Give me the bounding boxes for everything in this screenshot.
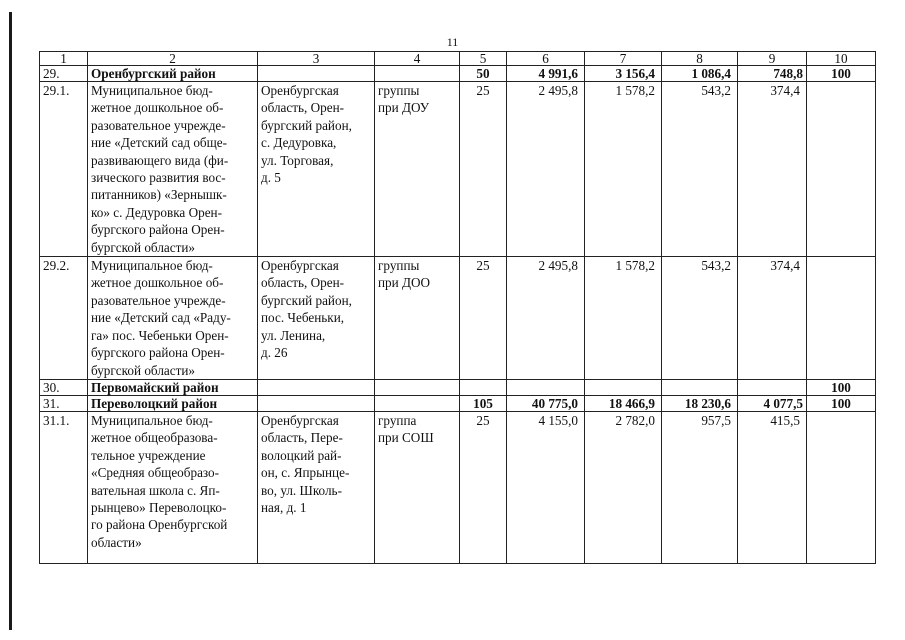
regional-value: 957,5 bbox=[662, 411, 738, 563]
column-header: 6 bbox=[507, 52, 585, 66]
table-row bbox=[40, 257, 876, 380]
total-value: 4 155,0 bbox=[507, 411, 585, 563]
federal-value bbox=[585, 379, 662, 395]
total-value: 2 495,8 bbox=[507, 257, 585, 380]
federal-value: 18 466,9 bbox=[585, 395, 662, 411]
table-row-region bbox=[40, 66, 876, 82]
local-value: 374,4 bbox=[738, 82, 807, 257]
federal-value: 1 578,2 bbox=[585, 257, 662, 380]
institution-name: Муниципальное бюд- жетное общеобразова- тельное учреждение «Средняя общеобразо- вательная школа с. Яп- рынцево» Переволоцко- го района Оренбургской области» bbox=[88, 411, 258, 563]
page-number: 11 bbox=[446, 35, 459, 49]
address-cell: Оренбургская область, Пере- волоцкий рай- он, с. Япрынце- во, ул. Школь- ная, д. 1 bbox=[258, 411, 375, 563]
institution-name: Муниципальное бюд- жетное дошкольное об- разовательное учрежде- ние «Детский сад обще- развивающего вида (фи- зического развития вос- питанников) «Зернышк- ко» с. Дедуровка Орен- бургского района Орен- бургской области» bbox=[88, 82, 258, 257]
table-row-region bbox=[40, 379, 876, 395]
address-cell bbox=[258, 395, 375, 411]
percent-value bbox=[807, 82, 876, 257]
total-value: 40 775,0 bbox=[507, 395, 585, 411]
places-value: 50 bbox=[460, 66, 507, 82]
address-cell: Оренбургская область, Орен- бургский район, пос. Чебеньки, ул. Ленина, д. 26 bbox=[258, 257, 375, 380]
total-value: 2 495,8 bbox=[507, 82, 585, 257]
kind-cell: группа при СОШ bbox=[375, 411, 460, 563]
column-header: 8 bbox=[662, 52, 738, 66]
column-header: 7 bbox=[585, 52, 662, 66]
region-name: Оренбургский район bbox=[88, 66, 258, 82]
table-row-region bbox=[40, 395, 876, 411]
column-header: 5 bbox=[460, 52, 507, 66]
places-value: 25 bbox=[460, 411, 507, 563]
table-row bbox=[40, 82, 876, 257]
left-margin-rule bbox=[9, 12, 12, 630]
places-value bbox=[460, 379, 507, 395]
places-value: 25 bbox=[460, 82, 507, 257]
region-name: Первомайский район bbox=[88, 379, 258, 395]
table-row bbox=[40, 411, 876, 563]
column-header: 9 bbox=[738, 52, 807, 66]
regional-value: 1 086,4 bbox=[662, 66, 738, 82]
total-value bbox=[507, 379, 585, 395]
address-cell bbox=[258, 66, 375, 82]
percent-value: 100 bbox=[807, 379, 876, 395]
kind-cell bbox=[375, 66, 460, 82]
percent-value bbox=[807, 411, 876, 563]
local-value: 4 077,5 bbox=[738, 395, 807, 411]
regional-value: 543,2 bbox=[662, 257, 738, 380]
address-cell: Оренбургская область, Орен- бургский район, с. Дедуровка, ул. Торговая, д. 5 bbox=[258, 82, 375, 257]
kind-cell bbox=[375, 395, 460, 411]
percent-value: 100 bbox=[807, 66, 876, 82]
local-value bbox=[738, 379, 807, 395]
kind-cell bbox=[375, 379, 460, 395]
column-header: 10 bbox=[807, 52, 876, 66]
local-value: 748,8 bbox=[738, 66, 807, 82]
row-number: 29. bbox=[40, 66, 88, 82]
row-number: 30. bbox=[40, 379, 88, 395]
institution-name: Муниципальное бюд- жетное дошкольное об- разовательное учрежде- ние «Детский сад «Раду- га» пос. Чебеньки Орен- бургского района Орен- бургской области» bbox=[88, 257, 258, 380]
percent-value: 100 bbox=[807, 395, 876, 411]
places-value: 105 bbox=[460, 395, 507, 411]
local-value: 415,5 bbox=[738, 411, 807, 563]
kind-cell: группы при ДОО bbox=[375, 257, 460, 380]
column-header: 4 bbox=[375, 52, 460, 66]
column-header: 2 bbox=[88, 52, 258, 66]
column-number-row bbox=[40, 52, 876, 66]
region-name: Переволоцкий район bbox=[88, 395, 258, 411]
federal-value: 3 156,4 bbox=[585, 66, 662, 82]
row-number: 29.1. bbox=[40, 82, 88, 257]
address-cell bbox=[258, 379, 375, 395]
kind-cell: группы при ДОУ bbox=[375, 82, 460, 257]
percent-value bbox=[807, 257, 876, 380]
places-value: 25 bbox=[460, 257, 507, 380]
regional-value: 18 230,6 bbox=[662, 395, 738, 411]
total-value: 4 991,6 bbox=[507, 66, 585, 82]
column-header: 1 bbox=[40, 52, 88, 66]
federal-value: 1 578,2 bbox=[585, 82, 662, 257]
federal-value: 2 782,0 bbox=[585, 411, 662, 563]
regional-value: 543,2 bbox=[662, 82, 738, 257]
local-value: 374,4 bbox=[738, 257, 807, 380]
column-header: 3 bbox=[258, 52, 375, 66]
allocation-table bbox=[39, 51, 876, 564]
row-number: 29.2. bbox=[40, 257, 88, 380]
regional-value bbox=[662, 379, 738, 395]
row-number: 31.1. bbox=[40, 411, 88, 563]
row-number: 31. bbox=[40, 395, 88, 411]
